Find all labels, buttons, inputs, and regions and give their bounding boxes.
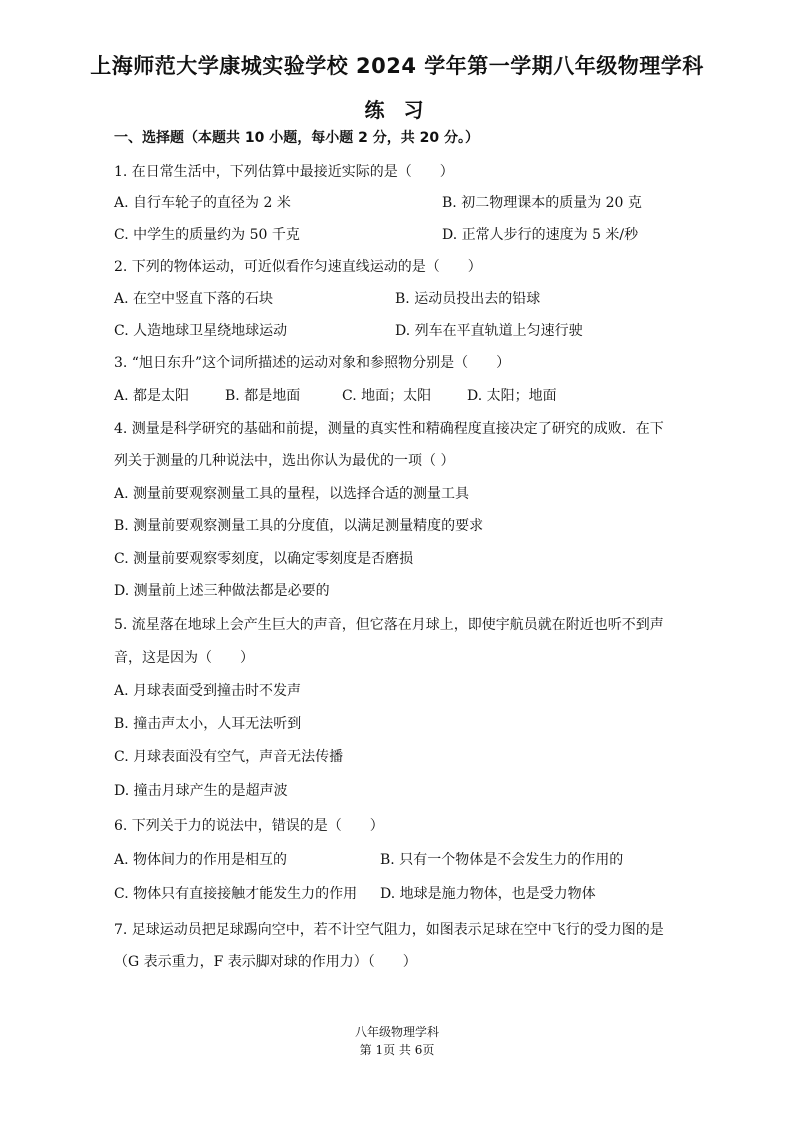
question-1-stem: 1. 在日常生活中，下列估算中最接近实际的是（ ） bbox=[114, 164, 454, 180]
exam-title: 上海师范大学康城实验学校 2024 学年第一学期八年级物理学科 bbox=[90, 54, 704, 78]
question-5-option-a: A. 月球表面受到撞击时不发声 bbox=[114, 683, 302, 699]
question-1-option-b: B. 初二物理课本的质量为 20 克 bbox=[442, 195, 642, 211]
question-4-option-c: C. 测量前要观察零刻度，以确定零刻度是否磨损 bbox=[114, 551, 414, 567]
section-heading: 一、选择题（本题共 10 小题，每小题 2 分，共 20 分。） bbox=[114, 130, 479, 146]
question-3-option-a: A. 都是太阳 bbox=[114, 388, 190, 404]
question-6-option-a: A. 物体间力的作用是相互的 bbox=[114, 852, 288, 868]
question-3-option-b: B. 都是地面 bbox=[225, 388, 301, 404]
question-2-option-c: C. 人造地球卫星绕地球运动 bbox=[114, 323, 288, 339]
question-4-stem-line-1: 4. 测量是科学研究的基础和前提，测量的真实性和精确程度直接决定了研究的成败．在下 bbox=[114, 421, 664, 437]
question-7-stem-line-2: （G 表示重力，F 表示脚对球的作用力）（ ） bbox=[114, 954, 417, 970]
question-5-stem-line-1: 5. 流星落在地球上会产生巨大的声音，但它落在月球上，即使宇航员就在附近也听不到声 bbox=[114, 617, 664, 633]
question-5-option-c: C. 月球表面没有空气，声音无法传播 bbox=[114, 749, 344, 765]
question-7-stem-line-1: 7. 足球运动员把足球踢向空中，若不计空气阻力，如图表示足球在空中飞行的受力图的是 bbox=[114, 922, 664, 938]
question-6-option-d: D. 地球是施力物体，也是受力物体 bbox=[380, 886, 596, 902]
question-1-option-d: D. 正常人步行的速度为 5 米/秒 bbox=[442, 227, 639, 243]
footer-subject: 八年级物理学科 bbox=[354, 1025, 439, 1039]
question-4-option-d: D. 测量前上述三种做法都是必要的 bbox=[114, 583, 330, 599]
question-2-option-a: A. 在空中竖直下落的石块 bbox=[114, 291, 274, 307]
question-2-option-d: D. 列车在平直轨道上匀速行驶 bbox=[395, 323, 583, 339]
question-6-option-c: C. 物体只有直接接触才能发生力的作用 bbox=[114, 886, 358, 902]
question-5-stem-line-2: 音，这是因为（ ） bbox=[114, 650, 254, 666]
question-6-option-b: B. 只有一个物体是不会发生力的作用的 bbox=[380, 852, 624, 868]
question-6-stem: 6. 下列关于力的说法中，错误的是（ ） bbox=[114, 818, 384, 834]
question-3-option-c: C. 地面；太阳 bbox=[342, 388, 432, 404]
question-3-stem: 3. “旭日东升”这个词所描述的运动对象和参照物分别是（ ） bbox=[114, 355, 511, 371]
question-3-option-d: D. 太阳；地面 bbox=[467, 388, 557, 404]
question-4-option-b: B. 测量前要观察测量工具的分度值，以满足测量精度的要求 bbox=[114, 518, 484, 534]
question-4-option-a: A. 测量前要观察测量工具的量程，以选择合适的测量工具 bbox=[114, 486, 470, 502]
footer-page-number: 第 1页 共 6页 bbox=[359, 1043, 435, 1057]
exam-subtitle: 练 习 bbox=[364, 98, 430, 122]
question-1-option-a: A. 自行车轮子的直径为 2 米 bbox=[114, 195, 291, 211]
question-5-option-d: D. 撞击月球产生的是超声波 bbox=[114, 783, 288, 799]
question-5-option-b: B. 撞击声太小，人耳无法听到 bbox=[114, 716, 302, 732]
question-4-stem-line-2: 列关于测量的几种说法中，选出你认为最优的一项（ ） bbox=[114, 453, 455, 469]
question-2-stem: 2. 下列的物体运动，可近似看作匀速直线运动的是（ ） bbox=[114, 259, 482, 275]
question-2-option-b: B. 运动员投出去的铅球 bbox=[395, 291, 541, 307]
question-1-option-c: C. 中学生的质量约为 50 千克 bbox=[114, 227, 300, 243]
